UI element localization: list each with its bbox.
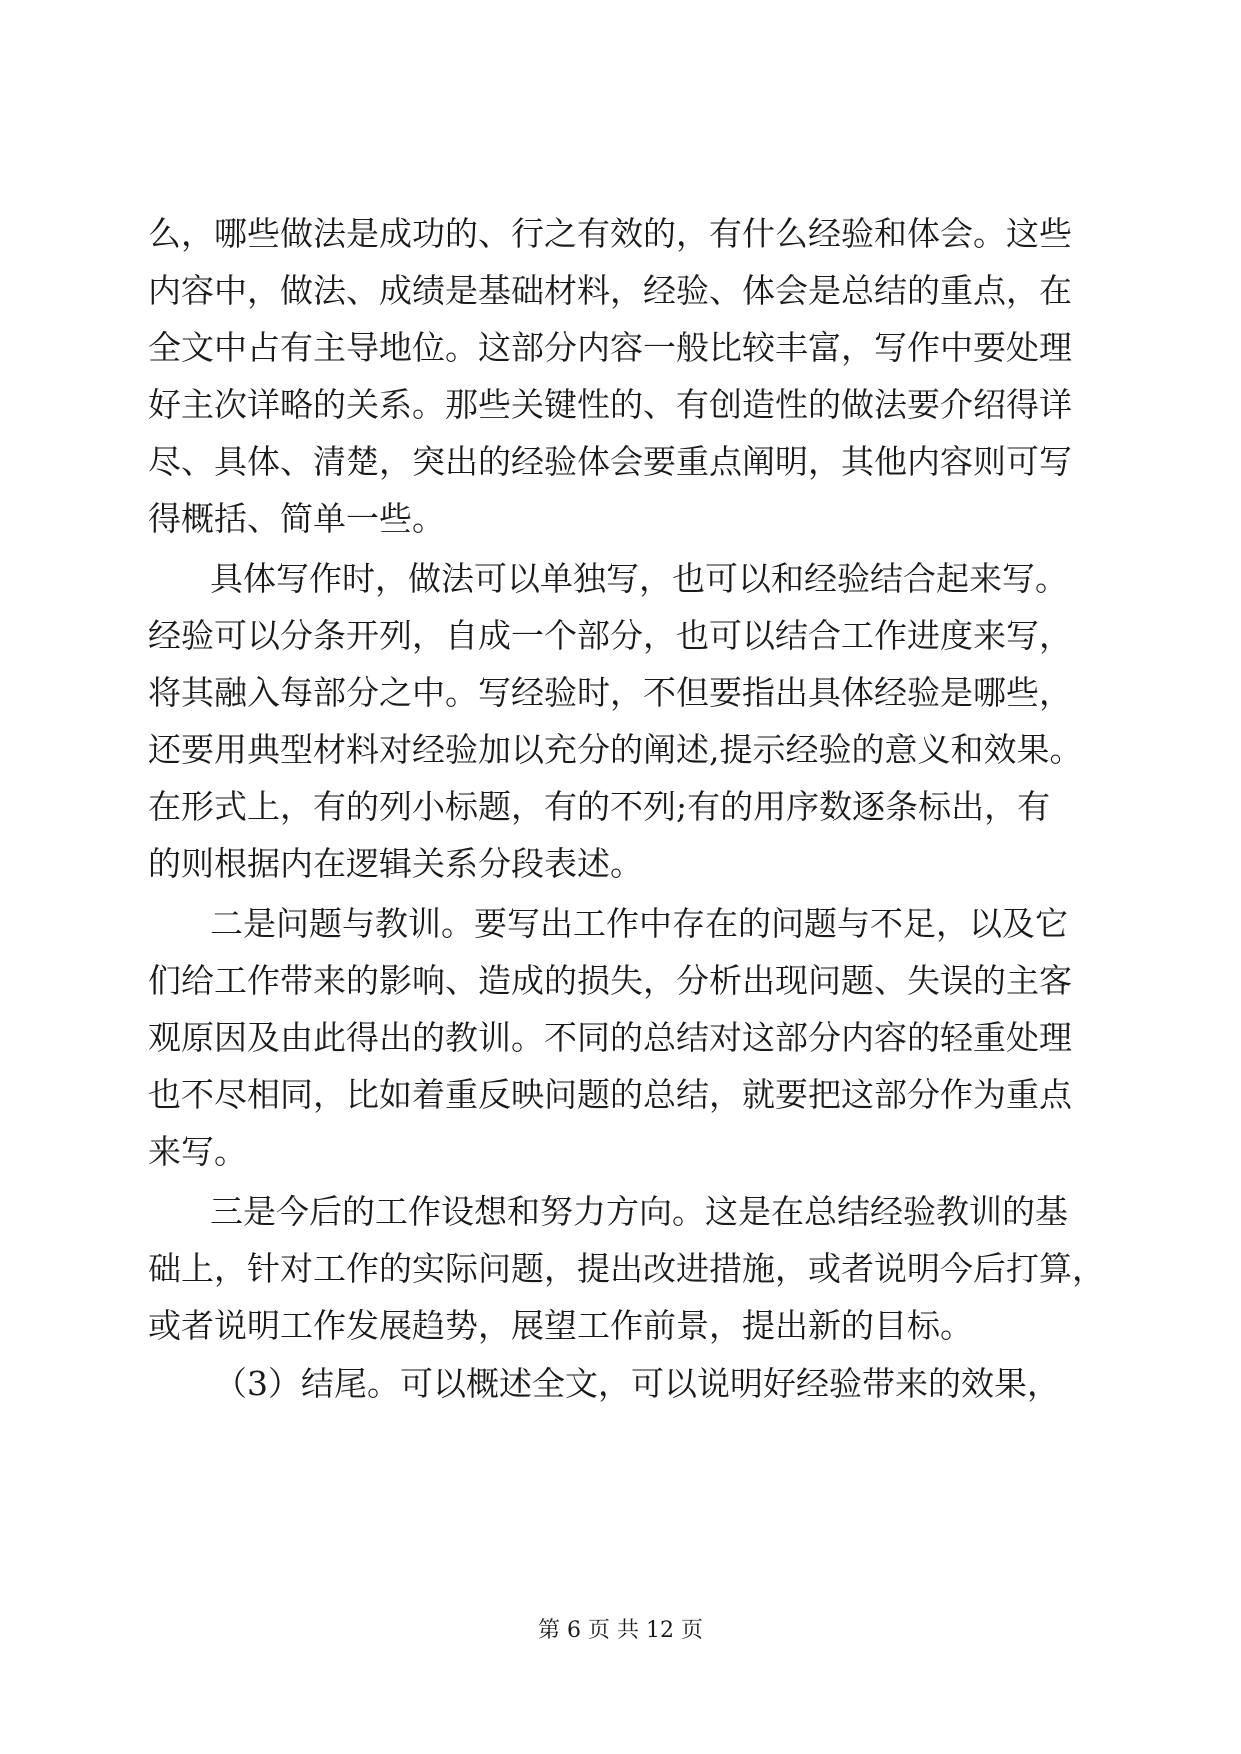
text-line-content: 得概括、简单一些。 — [148, 499, 445, 538]
text-line-content: 们给工作带来的影响、造成的损失，分析出现问题、失误的主客 — [148, 961, 1072, 1000]
text-line-content: 二是问题与教训。要写出工作中存在的问题与不足，以及它 — [210, 904, 1068, 943]
text-line-content: 观原因及由此得出的教训。不同的总结对这部分内容的轻重处理 — [148, 1018, 1072, 1057]
text-line — [0, 1127, 1241, 1177]
text-line — [0, 1244, 1241, 1294]
text-line-content: 将其融入每部分之中。写经验时，不但要指出具体经验是哪些， — [148, 673, 1072, 712]
text-line — [0, 437, 1241, 487]
text-line — [0, 323, 1241, 373]
text-line-content: 或者说明工作发展趋势，展望工作前景，提出新的目标。 — [148, 1306, 973, 1345]
text-line-content: 来写。 — [148, 1132, 247, 1171]
text-line — [0, 1301, 1241, 1351]
text-line-content: 具体写作时，做法可以单独写，也可以和经验结合起来写。 — [210, 559, 1068, 598]
page-number-footer: 第 6 页 共 12 页 — [538, 1618, 703, 1643]
text-line-content: （3）结尾。可以概述全文，可以说明好经验带来的效果， — [214, 1364, 1060, 1403]
text-line — [0, 266, 1241, 316]
text-line — [0, 1013, 1241, 1063]
text-line — [0, 1187, 1241, 1237]
text-line — [0, 899, 1241, 949]
text-line — [0, 494, 1241, 544]
text-line — [0, 380, 1241, 430]
text-line — [0, 668, 1241, 718]
text-line — [0, 1359, 1241, 1409]
text-line — [0, 209, 1241, 259]
text-line-content: 经验可以分条开列，自成一个部分，也可以结合工作进度来写， — [148, 616, 1072, 655]
text-line — [0, 725, 1241, 775]
text-line-content: 好主次详略的关系。那些关键性的、有创造性的做法要介绍得详 — [148, 385, 1072, 424]
text-line-content: 尽、具体、清楚，突出的经验体会要重点阐明，其他内容则可写 — [148, 442, 1072, 481]
text-line — [0, 1070, 1241, 1120]
text-line-content: 内容中，做法、成绩是基础材料，经验、体会是总结的重点，在 — [148, 271, 1072, 310]
text-line — [0, 956, 1241, 1006]
text-line-content: 在形式上，有的列小标题，有的不列;有的用序数逐条标出，有 — [148, 787, 1051, 826]
text-line — [0, 839, 1241, 889]
text-line-content: 么，哪些做法是成功的、行之有效的，有什么经验和体会。这些 — [148, 214, 1072, 253]
text-line — [0, 782, 1241, 832]
text-line-content: 三是今后的工作设想和努力方向。这是在总结经验教训的基 — [210, 1192, 1068, 1231]
text-line-content: 的则根据内在逻辑关系分段表述。 — [148, 844, 643, 883]
text-line-content: 础上，针对工作的实际问题，提出改进措施，或者说明今后打算， — [148, 1249, 1105, 1288]
text-line — [0, 554, 1241, 604]
text-line-content: 也不尽相同，比如着重反映问题的总结，就要把这部分作为重点 — [148, 1075, 1072, 1114]
text-line — [0, 611, 1241, 661]
text-line-content: 全文中占有主导地位。这部分内容一般比较丰富，写作中要处理 — [148, 328, 1072, 367]
text-line-content: 还要用典型材料对经验加以充分的阐述,提示经验的意义和效果。 — [148, 730, 1083, 769]
